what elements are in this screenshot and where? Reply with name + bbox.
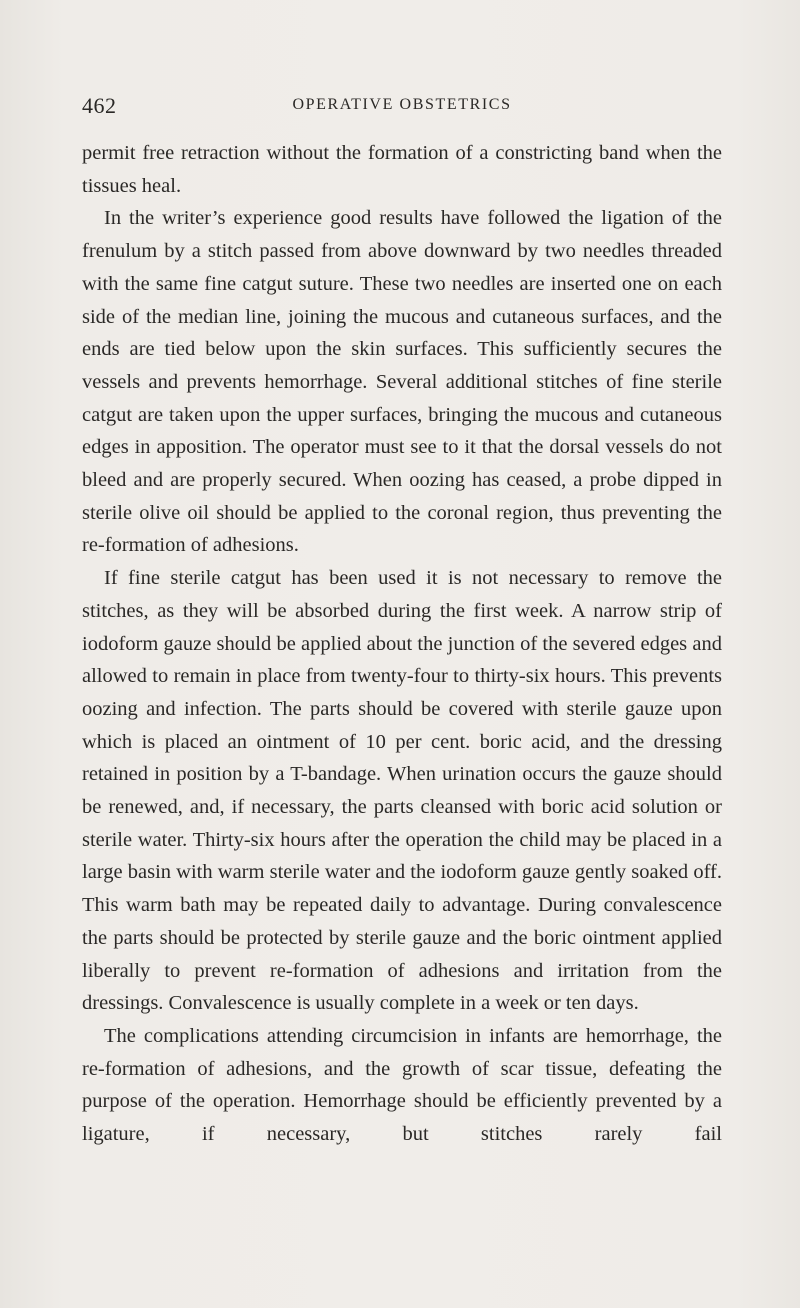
paragraph: If fine sterile catgut has been used it is not necessary to remove the stitches, as they will be absorbed during the first week. A narrow strip of iodoform gauze should be applied about the junction of the severed edges and allowed to remain in place from twenty-four to thirty-six hours. This prevents oozing and infection. The parts should be covered with sterile gauze upon which is placed an ointment of 10 per cent. boric acid, and the dressing retained in position by a T-bandage. When urination occurs the gauze should be renewed, and, if necessary, the parts cleansed with boric acid solution or sterile water. Thirty-six hours after the operation the child may be placed in a large basin with warm sterile water and the iodoform gauze gently soaked off. This warm bath may be repeated daily to advantage. During convalescence the parts should be protected by sterile gauze and the boric ointment applied liberally to prevent re-formation of adhesions and irritation from the dressings. Convalescence is usually complete in a week or ten days. [82, 567, 722, 1015]
page-header [82, 93, 722, 123]
page-number: 462 [82, 93, 117, 118]
paragraph: The complications attending circumcision in infants are hemorrhage, the re-formation of adhesions, and the growth of scar tissue, defeating the purpose of the operation. Hemorrhage should be efficiently prevented by a ligature, if necessary, but stitches rarely fail [82, 1024, 722, 1146]
body-text [82, 137, 722, 1151]
running-title: OPERATIVE OBSTETRICS [292, 96, 512, 113]
paragraph: permit free retraction without the formation of a constricting band when the tissues heal. [82, 142, 722, 197]
paragraph: In the writer’s experience good results have followed the ligation of the frenulum by a stitch passed from above downward by two needles threaded with the same fine catgut suture. These two needles are inserted one on each side of the median line, joining the mucous and cutaneous surfaces, and the ends are tied below upon the skin surfaces. This sufficiently secures the vessels and prevents hemorrhage. Several additional stitches of fine sterile catgut are taken upon the upper surfaces, bringing the mucous and cutaneous edges in apposition. The operator must see to it that the dorsal vessels do not bleed and are properly secured. When oozing has ceased, a probe dipped in sterile olive oil should be applied to the coronal region, thus preventing the re-formation of adhesions. [82, 207, 722, 557]
